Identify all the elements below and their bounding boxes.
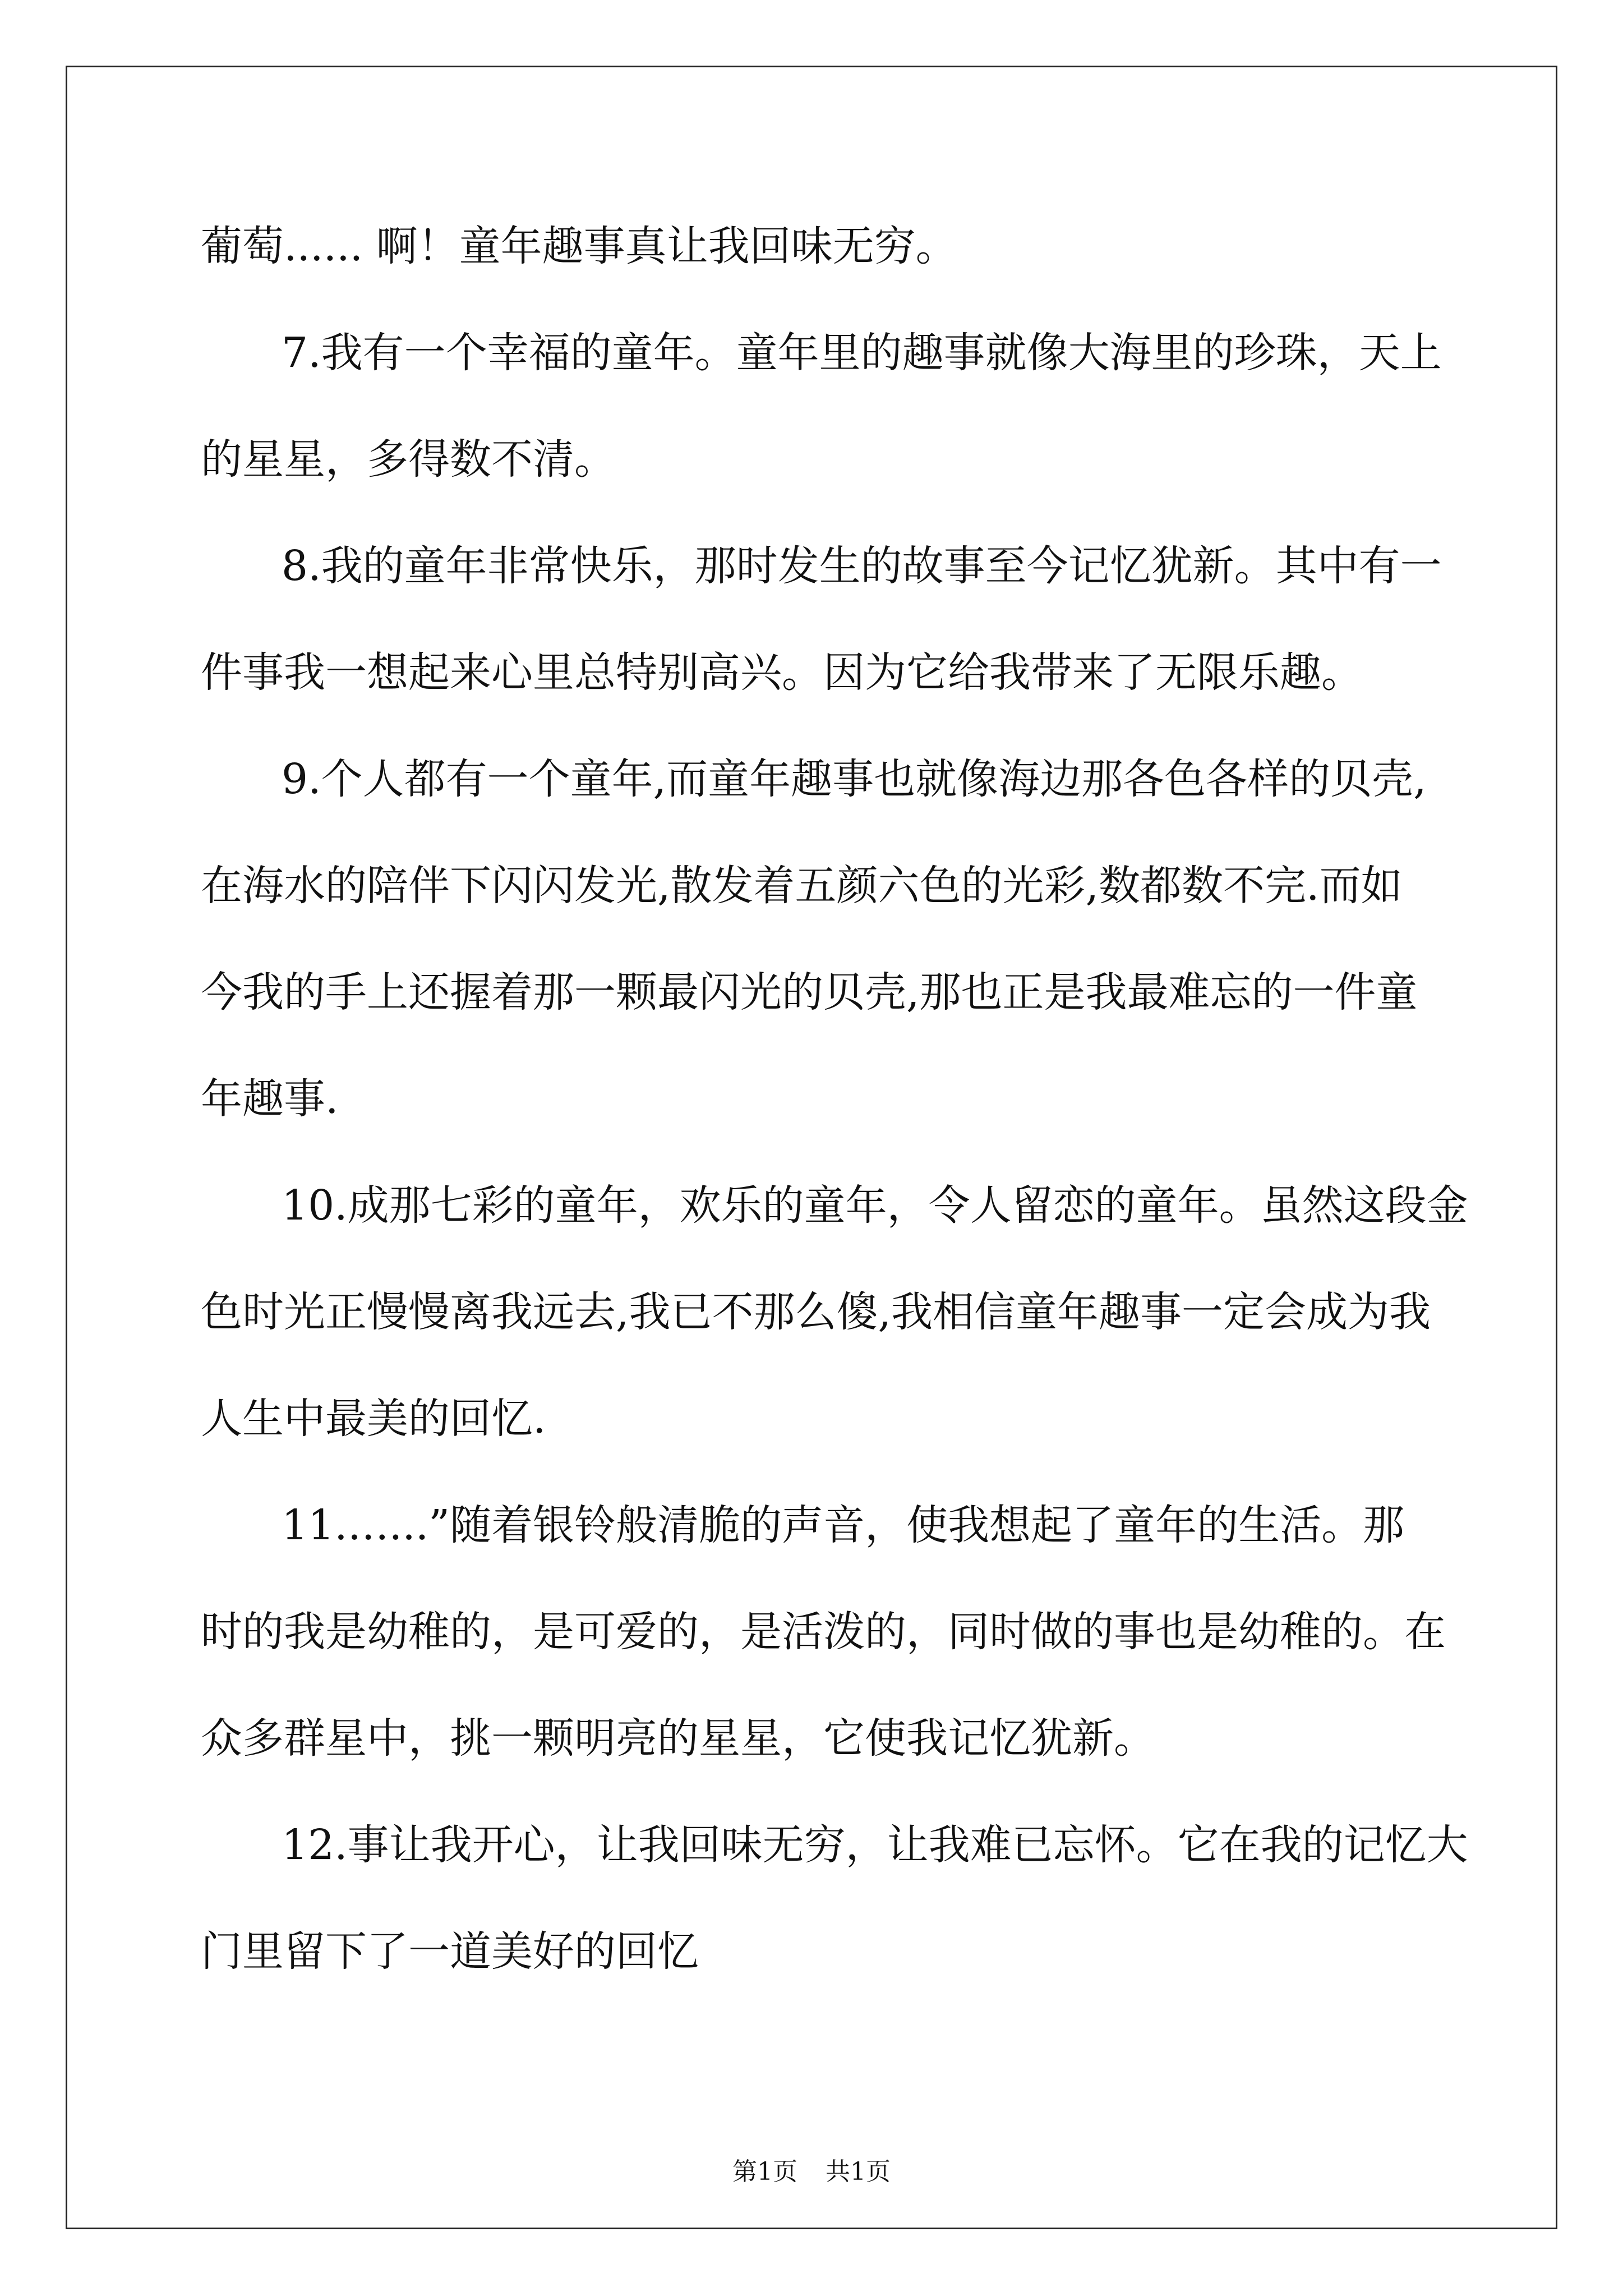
text-line: 件事我一想起来心里总特别高兴。因为它给我带来了无限乐趣。 xyxy=(201,648,1363,697)
page-total: 共1页 xyxy=(826,2157,891,2186)
text-line: 时的我是幼稚的，是可爱的，是活泼的，同时做的事也是幼稚的。在 xyxy=(201,1608,1446,1656)
text-line: 色时光正慢慢离我远去,我已不那么傻,我相信童年趣事一定会成为我 xyxy=(201,1288,1431,1336)
page-number: 第1页 xyxy=(732,2157,797,2186)
text-line: 在海水的陪伴下闪闪发光,散发着五颜六色的光彩,数都数不完.而如 xyxy=(201,862,1403,910)
text-line: 人生中最美的回忆. xyxy=(201,1395,546,1443)
text-line: 的星星，多得数不清。 xyxy=(201,435,616,484)
text-line: 11.…...”随着银铃般清脆的声音，使我想起了童年的生活。那 xyxy=(282,1501,1405,1549)
text-line: 今我的手上还握着那一颗最闪光的贝壳,那也正是我最难忘的一件童 xyxy=(201,968,1418,1016)
text-line: 8.我的童年非常快乐，那时发生的故事至今记忆犹新。其中有一 xyxy=(282,542,1442,590)
page-frame xyxy=(66,66,1557,2229)
text-line: 7.我有一个幸福的童年。童年里的趣事就像大海里的珍珠，天上 xyxy=(282,329,1442,377)
text-line: 12.事让我开心，让我回味无穷，让我难已忘怀。它在我的记忆大 xyxy=(282,1821,1468,1869)
text-line: 门里留下了一道美好的回忆 xyxy=(201,1927,699,1976)
text-line: 10.成那七彩的童年，欢乐的童年，令人留恋的童年。虽然这段金 xyxy=(282,1181,1468,1230)
text-line: 众多群星中，挑一颗明亮的星星，它使我记忆犹新。 xyxy=(201,1714,1155,1763)
text-line: 年趣事. xyxy=(201,1075,339,1123)
text-line: 9.个人都有一个童年,而童年趣事也就像海边那各色各样的贝壳, xyxy=(282,755,1427,803)
text-line: 葡萄...... 啊！童年趣事真让我回味无穷。 xyxy=(201,222,957,270)
page-footer xyxy=(0,2151,1623,2187)
